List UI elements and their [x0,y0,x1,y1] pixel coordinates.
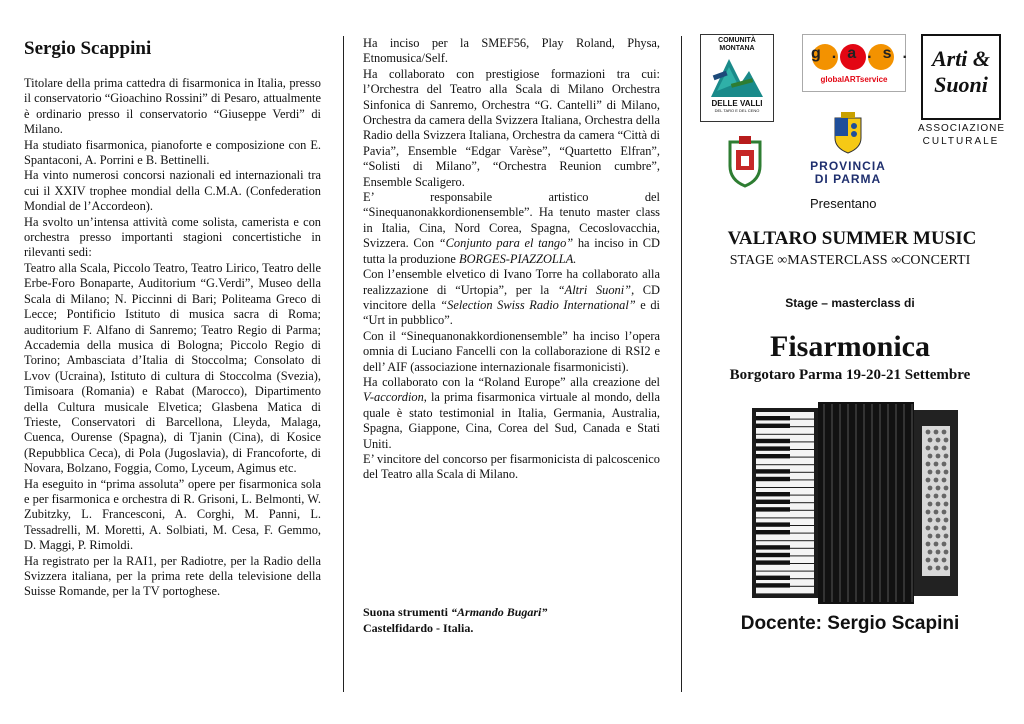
white-key [756,534,814,541]
text: BORGES-PIAZZOLLA. [459,251,577,266]
bass-button [928,550,933,555]
instrument-signature [363,604,660,636]
black-key [756,469,790,473]
bass-button [934,526,939,531]
bass-button [944,566,949,571]
venue-dates: Borgotaro Parma 19-20-21 Settembre [729,367,971,383]
logo-text: globalARTservice [820,75,888,84]
black-key [756,424,790,428]
black-key [756,500,790,504]
bass-button [944,454,949,459]
bass-button [944,518,949,523]
text: “Armando Bugari” [451,605,548,619]
black-key [756,583,790,587]
stage-label: Stage – masterclass di [785,296,915,310]
paragraph-recordings: Ha inciso per la SMEF56, Play Roland, Physa, Etnomusica/Self. [363,36,660,66]
logo-text: DI PARMA [814,172,882,186]
bass-button [934,558,939,563]
text: , la prima fisarmonica virtuale al mondo, della quale è stato testimonial in Italia, Germania, Australia, Spagna, Giappone, Cina, Corea del Sud, Canada e Stati Uniti. [363,390,660,451]
biography-column [24,38,321,600]
black-key [756,576,790,580]
bass-button [936,470,941,475]
bass-button [926,446,931,451]
bass-button [936,566,941,571]
bass-button [926,430,931,435]
arti-suoni-logo [921,34,1001,120]
bass-button [942,462,947,467]
logo-text: g.a.s. [811,45,918,62]
bass-button [934,542,939,547]
bass-button [934,510,939,515]
bass-button [934,478,939,483]
bass-button [928,470,933,475]
black-key [756,446,790,450]
logo-text: DEL TARO E DEL CENO [714,108,760,113]
bass-button [928,566,933,571]
black-key [756,439,790,443]
black-key [756,477,790,481]
text: ha inciso in CD tutta la produzione [363,236,660,266]
bass-button [944,534,949,539]
bass-button [944,550,949,555]
black-key [756,522,790,526]
bass-button [928,518,933,523]
bass-button [942,510,947,515]
logo-text: Arti & Suoni [931,46,991,97]
paragraph-roland [363,375,660,452]
bass-button [936,486,941,491]
white-key [756,587,814,594]
bass-button [926,478,931,483]
logo-text: ASSOCIAZIONE [918,123,1006,134]
bass-button [936,518,941,523]
column-divider [681,36,682,692]
bass-button [928,486,933,491]
logo-text: PROVINCIA [810,159,886,173]
white-key [756,427,814,434]
white-key [756,564,814,571]
text: “Selection Swiss Radio International” [440,297,636,312]
paragraph-urtopia [363,267,660,329]
text: Con l’ensemble elvetico di Ivano Torre ha collaborato alla realizzazione di “Urtopia”, per la [363,267,660,297]
logo-text: DELLE VALLI [711,99,763,108]
biography-text: Titolare della prima cattedra di fisarmonica in Italia, presso il conservatorio “Gioachino Rossini” di Pesaro, attualmente è ordinario presso il conservatorio “Giuseppe Verdi” di Milano. Ha studiato fisarmonica, pianoforte e composizione con E. Spantaconi, A. Porrini e B. Bettinelli. Ha vinto numerosi concorsi nazionali ed internazionali tra cui il XXIV trophee mondial della C.M.A. (Confederation Mondial de l’Accordeon). Ha svolto un’intensa attività come solista, camerista e con orchestra presso importanti stagioni concertistiche in rilevanti sedi: Teatro alla Scala, Piccolo Teatro, Teatro Lirico, Teatro delle Erbe-Foro Bonaparte, Auditorium “G.Verdi”, Museo della Scala di Milano; N. Piccinni di Bari; Politeama Greco di Lecce; Pontificio Istituto di musica sacra di Roma; auditorium F. Alfano di Sanremo; Teatro Regio di Parma; Accademia della musica di Bologna; Piccolo Regio di Torino; Ambasciata d’Italia di Stoccolma; Consolato di Lvov (Ucraina), Istituto di cultura di Stoccolma (Svezia), Timisoara (Romania) e Rabat (Marocco), Dipartimento della Cultura musicale Elvetica; Glasbena Matica di Trieste, Conservatori di Barcellona, Lleyda, Malaga, Cuenca, Ourense (Spagna), di Tjanin (Cina), di Kosice (Repubblica Ceca), di Pola (Jugoslavia), di Francoforte, di Novara, Bolzano, Foggia, Como, Lyceum, Agimus etc. Ha eseguito in “prima assoluta” opere per fisarmonica sola e per fisarmonica e orchestra di R. Grisoni, L. Belmonti, W. Zubitzky, L. Francesconi, A. Corghi, M. Panni, L. Tessadrelli, M. Moretti, A. Solbiati, M. Cesa, F. Gemmo, D. Maggi, P. Rimoldi. Ha registrato per la RAI1, per Radiotre, per la Radio della Svizzera italiana, per la prima rete della televisione della Suisse Romande, per la TV portoghese. [24,76,321,599]
bass-button [936,534,941,539]
text: , CD vincitore della [363,282,660,312]
text: e di “Urt in pubblico”. [363,297,660,328]
bass-button [928,502,933,507]
column-divider [343,36,344,692]
black-key [756,492,790,496]
paragraph-collaborations: Ha collaborato con prestigiose formazioni tra cui: l’Orchestra del Teatro alla Scala di Milano Orchestra Sinfonica di Sanremo, Orchestra “G. Cantelli” di Milano, Orchestra da camera della Svizzera Italiana, Orchestra della Radio della Svizzera Italiana, Orchestra da camera “Città di Pavia”, Ensemble “Edgar Varèse”, “Quartetto Elfran”, “Solisti di Milano”, “Orchestra Reunion cumbre”, Ensemble Scaligero. [363,66,660,189]
bass-button [928,534,933,539]
bass-button [926,494,931,499]
event-title: VALTARO SUMMER MUSIC [727,228,977,249]
bass-button [944,470,949,475]
event-subtitle: STAGE ∞MASTERCLASS ∞CONCERTI [729,253,971,268]
bass-button [926,542,931,547]
bass-button [926,462,931,467]
text: Ha collaborato con la “Roland Europe” alla creazione del [363,374,660,389]
bass-button [926,558,931,563]
bass-button [942,446,947,451]
bass-button [934,430,939,435]
borgotaro-crest-icon [724,132,766,188]
bass-button [942,478,947,483]
bass-button [942,526,947,531]
black-key [756,454,790,458]
bass-button [936,550,941,555]
bass-button [942,558,947,563]
black-key [756,416,790,420]
bass-button [944,502,949,507]
black-key [756,545,790,549]
presentano-label: Presentano [810,196,877,211]
text: Suona strumenti [363,605,452,619]
text: V-accordion [363,390,424,405]
signature-location: Castelfidardo - Italia. [363,621,474,635]
bass-button [928,454,933,459]
paragraph-fancelli: Con il “Sinequanonakkordionensemble” ha inciso l’opera omnia di Luciano Fancelli con la collaborazione di RSI2 e dell’ AIF (associazione internazionale fisarmonicisti). [363,328,660,374]
bass-button [926,510,931,515]
signature-line [363,604,660,620]
white-key [756,480,814,487]
comunita-montana-logo [700,34,774,122]
black-key [756,553,790,557]
bass-button [936,438,941,443]
bass-button [934,494,939,499]
black-key [756,507,790,511]
paragraph-ensemble [363,190,660,267]
bass-button [944,438,949,443]
bass-button [926,526,931,531]
text: “Altri Suoni” [557,282,632,297]
provincia-crest-icon [832,110,864,154]
gas-logo [802,34,918,92]
bass-button [936,502,941,507]
bass-button [942,494,947,499]
bass-button [942,542,947,547]
bass-button [934,462,939,467]
bass-button [944,486,949,491]
accordion-image [750,398,960,608]
logo-text: COMUNITÀ MONTANA [718,37,756,52]
text: E’ responsabile artistico del “Sinequanonakkordionensemble”. Ha tenuto master class in Italia, Cina, Nord Corea, Spagna, Cecoslovacchia, Svizzera. Con [363,190,660,251]
bass-button [942,430,947,435]
mountain-stripes-icon [701,53,771,99]
artist-name: Sergio Scappini [24,38,152,59]
bass-button [934,446,939,451]
white-key [756,511,814,518]
white-key [756,458,814,465]
bass-button [936,454,941,459]
logo-text: CULTURALE [922,136,1000,147]
black-key [756,560,790,564]
text: “Conjunto para el tango” [438,236,574,251]
career-column [363,36,660,483]
bass-button [928,438,933,443]
teacher-name: Docente: Sergio Scapini [740,613,960,634]
instrument-title: Fisarmonica [770,330,930,363]
black-key [756,530,790,534]
paragraph-scala: E’ vincitore del concorso per fisarmonicista di palcoscenico del Teatro alla Scala di Milano. [363,451,660,482]
